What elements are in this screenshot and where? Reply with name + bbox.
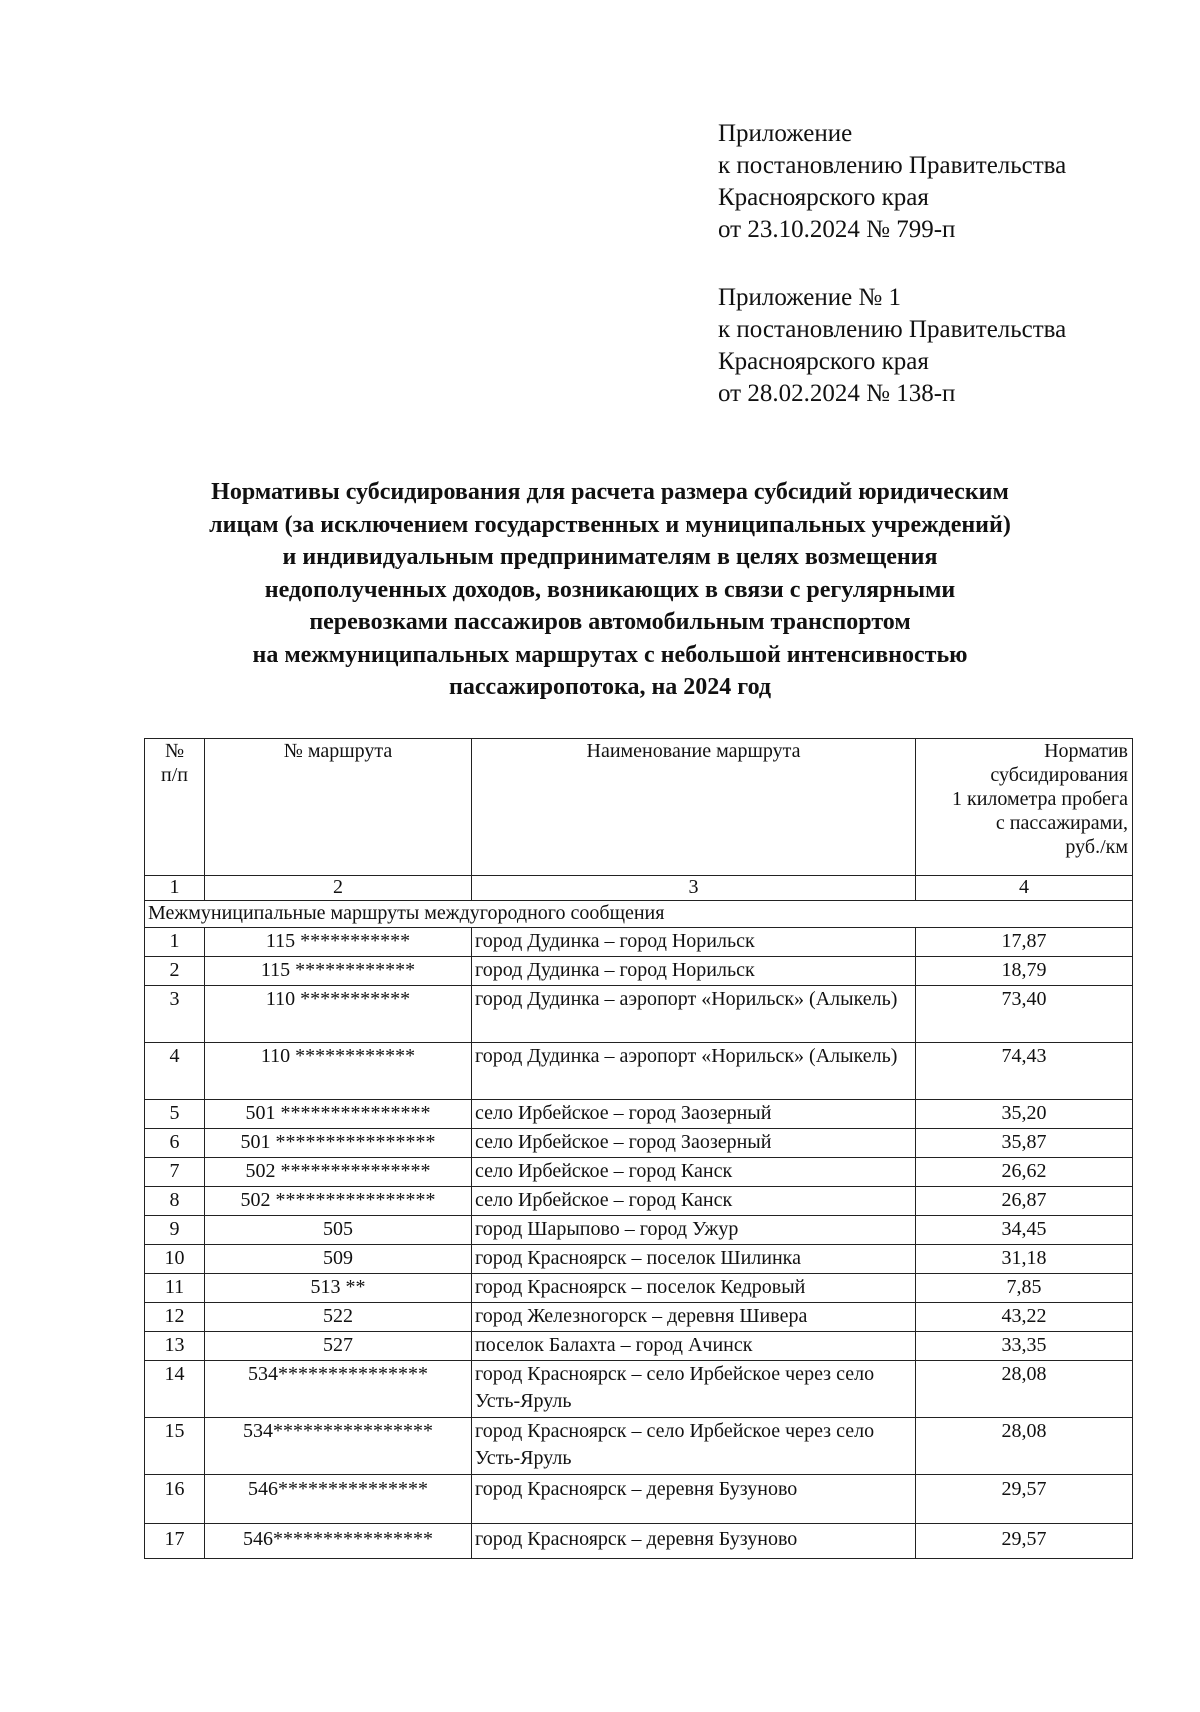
table-row [145, 1303, 1133, 1332]
table-row [145, 1216, 1133, 1245]
subsidy-norm-value: 35,87 [916, 1129, 1133, 1158]
route-number: 110 ************ [205, 1043, 472, 1100]
route-name: село Ирбейское – город Канск [472, 1187, 916, 1216]
row-number: 4 [145, 1043, 205, 1100]
header-subsidy-norm [916, 739, 1133, 876]
subsidy-norm-value: 34,45 [916, 1216, 1133, 1245]
route-name: город Красноярск – село Ирбейское через село Усть-Яруль [472, 1361, 916, 1418]
route-name: город Красноярск – деревня Бузуново [472, 1475, 916, 1524]
appendix-date-number: от 28.02.2024 № 138-п [718, 380, 956, 407]
table-row [145, 1475, 1133, 1524]
row-number: 2 [145, 957, 205, 986]
route-number: 115 ************ [205, 957, 472, 986]
route-name: село Ирбейское – город Заозерный [472, 1129, 916, 1158]
route-name: поселок Балахта – город Ачинск [472, 1332, 916, 1361]
table-row [145, 1418, 1133, 1475]
appendix-block-current [718, 118, 1066, 246]
row-number: 7 [145, 1158, 205, 1187]
section-row [145, 901, 1133, 928]
table-row [145, 957, 1133, 986]
subsidy-norm-value: 74,43 [916, 1043, 1133, 1100]
row-number: 17 [145, 1524, 205, 1559]
route-number: 501 *************** [205, 1100, 472, 1129]
subsidy-norm-value: 18,79 [916, 957, 1133, 986]
title-line: недополученных доходов, возникающих в связи с регулярными [264, 576, 956, 603]
column-number-row [145, 876, 1133, 901]
route-name: город Дудинка – аэропорт «Норильск» (Алыкель) [472, 986, 916, 1043]
route-name: город Красноярск – деревня Бузуново [472, 1524, 916, 1559]
header-norm-line: 1 километра пробега [952, 788, 1128, 810]
subsidy-norm-value: 31,18 [916, 1245, 1133, 1274]
table-row [145, 986, 1133, 1043]
route-name: село Ирбейское – город Канск [472, 1158, 916, 1187]
row-number: 3 [145, 986, 205, 1043]
row-number: 8 [145, 1187, 205, 1216]
column-number: 2 [205, 876, 472, 901]
subsidy-norm-value: 29,57 [916, 1524, 1133, 1559]
row-number: 6 [145, 1129, 205, 1158]
header-norm-line: с пассажирами, [995, 812, 1128, 834]
route-name: город Красноярск – село Ирбейское через село Усть-Яруль [472, 1418, 916, 1475]
route-number: 502 **************** [205, 1187, 472, 1216]
header-route-number [205, 739, 472, 876]
table-header-row [145, 739, 1133, 876]
header-norm-line: руб./км [1065, 836, 1128, 858]
row-number: 15 [145, 1418, 205, 1475]
subsidy-norm-value: 17,87 [916, 928, 1133, 957]
appendix-heading: Приложение № 1 [718, 284, 902, 311]
subsidy-norms-table [144, 738, 1133, 1559]
table-row [145, 1100, 1133, 1129]
header-route-label: № маршрута [283, 740, 393, 762]
subsidy-norm-value: 26,87 [916, 1187, 1133, 1216]
subsidy-norm-value: 35,20 [916, 1100, 1133, 1129]
route-name: город Дудинка – город Норильск [472, 957, 916, 986]
subsidy-norm-value: 29,57 [916, 1475, 1133, 1524]
route-name: город Шарыпово – город Ужур [472, 1216, 916, 1245]
title-line: Нормативы субсидирования для расчета размера субсидий юридическим [211, 479, 1009, 505]
row-number: 14 [145, 1361, 205, 1418]
table-row [145, 1274, 1133, 1303]
route-number: 534**************** [205, 1418, 472, 1475]
appendix-region: Красноярского края [718, 184, 929, 211]
route-number: 505 [205, 1216, 472, 1245]
route-number: 527 [205, 1332, 472, 1361]
route-name: город Железногорск – деревня Шивера [472, 1303, 916, 1332]
table-row [145, 1524, 1133, 1559]
row-number: 16 [145, 1475, 205, 1524]
subsidy-norm-value: 43,22 [916, 1303, 1133, 1332]
subsidy-norm-value: 28,08 [916, 1418, 1133, 1475]
title-line: лицам (за исключением государственных и муниципальных учреждений) [209, 511, 1011, 538]
header-norm-line: Норматив [1044, 740, 1128, 762]
title-line: и индивидуальным предпринимателям в целях возмещения [282, 544, 938, 570]
table-row [145, 1332, 1133, 1361]
row-number: 1 [145, 928, 205, 957]
table-row [145, 1245, 1133, 1274]
column-number: 3 [472, 876, 916, 901]
header-norm-line: субсидирования [990, 764, 1128, 786]
title-line: пассажиропотока, на 2024 год [448, 674, 772, 700]
route-number: 509 [205, 1245, 472, 1274]
row-number: 5 [145, 1100, 205, 1129]
route-name: город Красноярск – поселок Шилинка [472, 1245, 916, 1274]
subsidy-norm-value: 33,35 [916, 1332, 1133, 1361]
header-route-name [472, 739, 916, 876]
route-name: город Красноярск – поселок Кедровый [472, 1274, 916, 1303]
document-title [110, 476, 1110, 704]
route-number: 115 *********** [205, 928, 472, 957]
table-row [145, 1361, 1133, 1418]
route-number: 513 ** [205, 1274, 472, 1303]
title-line: на межмуниципальных маршрутах с небольшой интенсивностью [252, 641, 968, 668]
row-number: 12 [145, 1303, 205, 1332]
column-number: 1 [145, 876, 205, 901]
section-label: Межмуниципальные маршруты междугородного сообщения [145, 901, 1133, 928]
row-number: 13 [145, 1332, 205, 1361]
route-number: 534*************** [205, 1361, 472, 1418]
route-number: 546*************** [205, 1475, 472, 1524]
appendix-resolution-ref: к постановлению Правительства [718, 152, 1067, 179]
appendix-resolution-ref: к постановлению Правительства [718, 316, 1067, 343]
route-number: 502 *************** [205, 1158, 472, 1187]
subsidy-norm-value: 7,85 [916, 1274, 1133, 1303]
route-number: 110 *********** [205, 986, 472, 1043]
route-number: 522 [205, 1303, 472, 1332]
row-number: 11 [145, 1274, 205, 1303]
row-number: 9 [145, 1216, 205, 1245]
table-row [145, 1129, 1133, 1158]
row-number: 10 [145, 1245, 205, 1274]
route-number: 501 **************** [205, 1129, 472, 1158]
header-number-sign: № [164, 740, 185, 762]
route-name: село Ирбейское – город Заозерный [472, 1100, 916, 1129]
appendix-region: Красноярского края [718, 348, 929, 375]
header-number-abbrev: п/п [161, 764, 188, 786]
header-row-number [145, 739, 205, 876]
table-row [145, 928, 1133, 957]
column-number: 4 [916, 876, 1133, 901]
subsidy-norm-value: 26,62 [916, 1158, 1133, 1187]
appendix-heading: Приложение [718, 120, 853, 147]
subsidy-norm-value: 28,08 [916, 1361, 1133, 1418]
route-name: город Дудинка – аэропорт «Норильск» (Алыкель) [472, 1043, 916, 1100]
title-line: перевозками пассажиров автомобильным транспортом [309, 609, 911, 635]
appendix-date-number: от 23.10.2024 № 799-п [718, 216, 956, 243]
table-row [145, 1043, 1133, 1100]
subsidy-norm-value: 73,40 [916, 986, 1133, 1043]
route-number: 546**************** [205, 1524, 472, 1559]
appendix-block-original [718, 282, 1066, 410]
table-row [145, 1187, 1133, 1216]
header-name-label: Наименование маршрута [586, 740, 801, 762]
table-row [145, 1158, 1133, 1187]
route-name: город Дудинка – город Норильск [472, 928, 916, 957]
